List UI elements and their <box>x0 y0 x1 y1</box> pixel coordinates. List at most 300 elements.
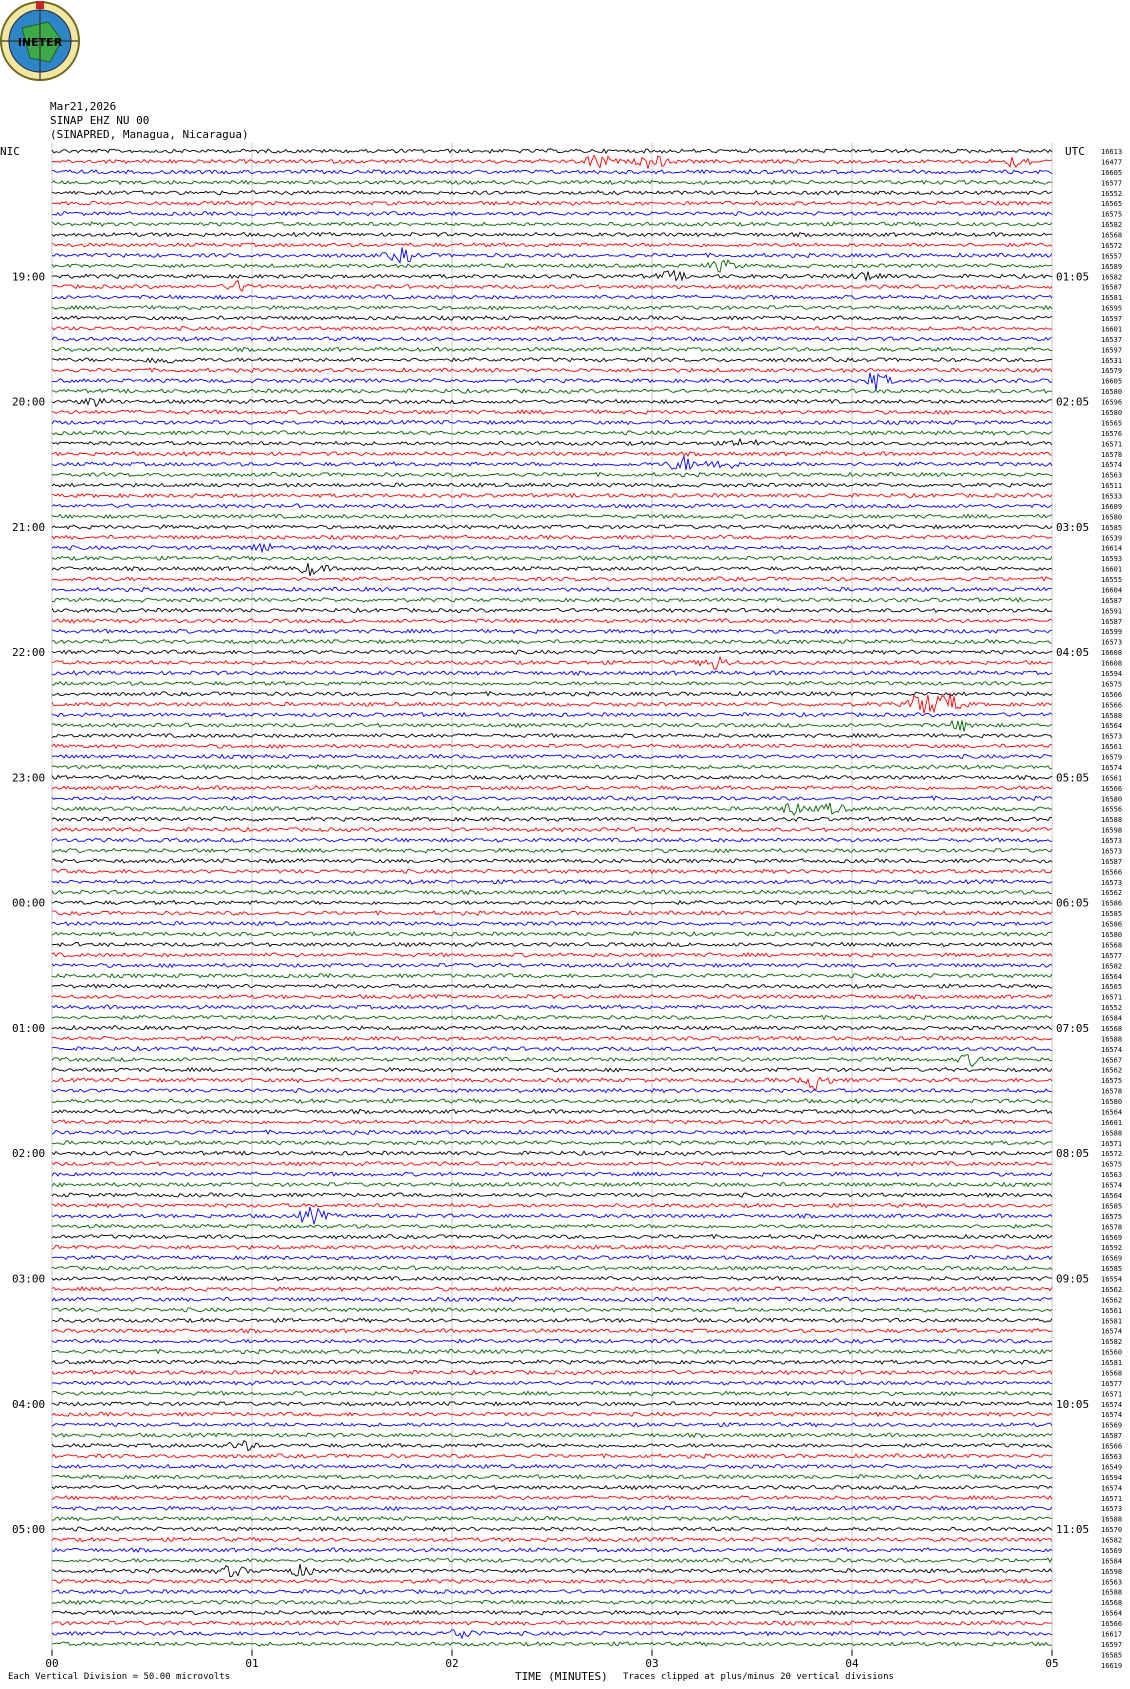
trace-number-label: 16563 <box>1101 1453 1123 1461</box>
trace-line <box>52 306 1052 310</box>
trace-number-label: 16576 <box>1101 429 1123 438</box>
header-date: Mar21,2026 <box>50 100 117 113</box>
trace-line <box>52 243 1052 247</box>
trace-line <box>52 368 1052 372</box>
utc-hour-label: 03:05 <box>1056 520 1090 534</box>
trace-line <box>52 295 1052 299</box>
trace-line <box>52 1203 1052 1207</box>
trace-number-label: 16511 <box>1101 482 1123 491</box>
trace-line <box>52 191 1052 195</box>
trace-number-label: 16598 <box>1101 1567 1123 1576</box>
trace-number-label: 16556 <box>1101 805 1123 814</box>
trace-number-label: 16617 <box>1101 1630 1123 1639</box>
trace-number-label: 16560 <box>1101 1348 1123 1357</box>
trace-line <box>52 587 1052 591</box>
trace-line <box>52 1078 1052 1090</box>
trace-level-labels <box>1101 148 1122 1670</box>
trace-line <box>52 681 1052 685</box>
trace-line <box>52 1207 1052 1225</box>
trace-number-label: 16587 <box>1101 596 1123 605</box>
trace-line <box>52 170 1052 174</box>
trace-line <box>52 271 1052 281</box>
trace-number-label: 16566 <box>1101 868 1123 877</box>
trace-number-label: 16562 <box>1101 889 1123 898</box>
trace-number-label: 16601 <box>1101 1118 1123 1127</box>
trace-number-label: 16566 <box>1101 1620 1123 1629</box>
trace-number-label: 16608 <box>1101 659 1123 668</box>
trace-line <box>52 248 1052 263</box>
trace-line <box>52 911 1052 915</box>
trace-line <box>52 984 1052 988</box>
trace-line <box>52 1036 1052 1040</box>
trace-line <box>52 1266 1052 1270</box>
trace-line <box>52 420 1052 424</box>
trace-number-label: 16566 <box>1101 784 1123 793</box>
trace-number-label: 16552 <box>1101 189 1123 198</box>
x-tick-label: 02 <box>445 1656 459 1670</box>
nic-hour-label: 21:00 <box>12 520 46 534</box>
trace-number-label: 16562 <box>1101 1066 1123 1075</box>
trace-number-label: 16574 <box>1101 461 1123 470</box>
trace-line <box>52 1381 1052 1385</box>
trace-number-label: 16572 <box>1101 241 1123 250</box>
trace-number-label: 16578 <box>1101 1223 1123 1232</box>
trace-number-label: 16582 <box>1101 273 1123 282</box>
trace-number-label: 16593 <box>1101 555 1123 564</box>
trace-line <box>52 629 1052 633</box>
trace-number-label: 16587 <box>1101 617 1123 626</box>
trace-line <box>52 1047 1052 1051</box>
trace-number-label: 16580 <box>1101 795 1123 804</box>
trace-number-label: 16564 <box>1101 1192 1123 1200</box>
trace-line <box>52 1308 1052 1312</box>
trace-number-label: 16597 <box>1101 315 1123 324</box>
trace-line <box>52 608 1052 612</box>
trace-line <box>52 260 1052 272</box>
trace-number-label: 16573 <box>1101 847 1123 856</box>
trace-number-label: 16575 <box>1101 210 1123 219</box>
trace-line <box>52 347 1052 351</box>
trace-line <box>52 410 1052 414</box>
utc-hour-label: 09:05 <box>1056 1272 1090 1286</box>
trace-line <box>52 1141 1052 1145</box>
trace-line <box>52 1151 1052 1155</box>
trace-line <box>52 1564 1052 1576</box>
trace-line <box>52 692 1052 696</box>
x-tick-label: 03 <box>645 1656 659 1670</box>
trace-number-label: 16531 <box>1101 356 1123 365</box>
trace-number-label: 16569 <box>1101 1421 1123 1430</box>
trace-line <box>52 1412 1052 1416</box>
trace-line <box>52 848 1052 852</box>
trace-line <box>52 995 1052 999</box>
trace-line <box>52 1611 1052 1615</box>
trace-number-label: 16594 <box>1101 1473 1123 1482</box>
trace-line <box>52 1256 1052 1260</box>
trace-line <box>52 1109 1052 1113</box>
nic-hour-label: 00:00 <box>12 896 46 910</box>
trace-line <box>52 281 1052 292</box>
trace-number-label: 16592 <box>1101 1244 1123 1253</box>
trace-number-label: 16564 <box>1101 722 1123 731</box>
trace-number-label: 16563 <box>1101 1578 1123 1587</box>
trace-line <box>52 1600 1052 1604</box>
trace-number-label: 16569 <box>1101 1254 1123 1263</box>
trace-line <box>52 1026 1052 1030</box>
trace-number-label: 16586 <box>1101 899 1123 908</box>
trace-line <box>52 1068 1052 1072</box>
trace-line <box>52 1464 1052 1468</box>
trace-line <box>52 337 1052 341</box>
trace-line <box>52 514 1052 518</box>
trace-number-label: 16565 <box>1101 419 1123 428</box>
trace-number-label: 16566 <box>1101 701 1123 710</box>
trace-line <box>52 1579 1052 1583</box>
trace-line <box>52 1120 1052 1124</box>
trace-line <box>52 431 1052 435</box>
trace-number-label: 16580 <box>1101 1098 1123 1107</box>
trace-number-label: 16601 <box>1101 325 1123 334</box>
seismogram-traces <box>52 149 1052 1646</box>
trace-number-label: 16573 <box>1101 1505 1123 1514</box>
trace-number-label: 16577 <box>1101 1379 1123 1388</box>
trace-number-label: 16585 <box>1101 910 1123 919</box>
trace-line <box>52 1182 1052 1186</box>
trace-number-label: 16605 <box>1101 377 1123 386</box>
trace-line <box>52 744 1052 748</box>
trace-line <box>52 1235 1052 1239</box>
utc-hour-label: 11:05 <box>1056 1523 1090 1537</box>
trace-line <box>52 473 1052 477</box>
header-station: SINAP EHZ NU 00 <box>50 114 150 127</box>
trace-number-label: 16597 <box>1101 346 1123 355</box>
trace-number-label: 16574 <box>1101 1181 1123 1190</box>
trace-number-label: 16588 <box>1101 1515 1123 1524</box>
trace-number-label: 16588 <box>1101 1588 1123 1597</box>
trace-number-label: 16573 <box>1101 837 1123 846</box>
trace-number-label: 16608 <box>1101 649 1123 658</box>
trace-line <box>52 1590 1052 1594</box>
trace-number-label: 16587 <box>1101 283 1123 292</box>
trace-line <box>52 1642 1052 1646</box>
nic-hour-label: 22:00 <box>12 646 46 660</box>
trace-line <box>52 563 1052 576</box>
trace-number-label: 16568 <box>1101 1599 1123 1608</box>
trace-number-label: 16597 <box>1101 1640 1123 1649</box>
trace-line <box>52 1245 1052 1249</box>
trace-number-label: 16571 <box>1101 1390 1123 1399</box>
trace-line <box>52 1391 1052 1395</box>
trace-line <box>52 452 1052 456</box>
trace-number-label: 16539 <box>1101 534 1123 543</box>
trace-number-label: 16568 <box>1101 941 1123 950</box>
trace-line <box>52 932 1052 936</box>
trace-number-label: 16580 <box>1101 513 1123 522</box>
trace-line <box>52 439 1052 446</box>
trace-number-label: 16595 <box>1101 304 1123 313</box>
trace-line <box>52 1162 1052 1166</box>
trace-line <box>52 693 1052 714</box>
x-tick-label: 04 <box>845 1656 859 1670</box>
trace-line <box>52 1277 1052 1281</box>
trace-number-label: 16596 <box>1101 398 1123 407</box>
utc-hour-label: 05:05 <box>1056 771 1090 785</box>
trace-line <box>52 1454 1052 1458</box>
trace-line <box>52 326 1052 330</box>
trace-line <box>52 1297 1052 1301</box>
left-hour-labels <box>12 270 45 1536</box>
utc-hour-label: 10:05 <box>1056 1397 1090 1411</box>
trace-line <box>52 316 1052 320</box>
trace-line <box>52 786 1052 790</box>
trace-line <box>52 483 1052 487</box>
trace-line <box>52 817 1052 821</box>
trace-line <box>52 640 1052 644</box>
trace-number-label: 16570 <box>1101 1526 1123 1535</box>
trace-number-label: 16567 <box>1101 1056 1123 1065</box>
trace-number-label: 16537 <box>1101 335 1123 344</box>
nic-hour-label: 05:00 <box>12 1523 46 1537</box>
trace-number-label: 16613 <box>1101 148 1123 156</box>
trace-number-label: 16582 <box>1101 962 1123 971</box>
trace-number-label: 16594 <box>1101 670 1123 678</box>
trace-line <box>52 1339 1052 1343</box>
logo-text: INETER <box>17 36 63 49</box>
nic-hour-label: 02:00 <box>12 1147 46 1161</box>
trace-number-label: 16587 <box>1101 857 1123 866</box>
trace-line <box>52 222 1052 226</box>
trace-line <box>52 1329 1052 1333</box>
trace-line <box>52 535 1052 539</box>
trace-number-label: 16561 <box>1101 743 1123 752</box>
trace-line <box>52 1099 1052 1103</box>
trace-number-label: 16563 <box>1101 471 1123 480</box>
x-tick-label: 01 <box>245 1656 259 1670</box>
right-axis-label: UTC <box>1065 145 1085 158</box>
trace-line <box>52 373 1052 391</box>
trace-line <box>52 963 1052 967</box>
trace-line <box>52 671 1052 675</box>
trace-number-label: 16584 <box>1101 1557 1123 1566</box>
trace-line <box>52 149 1052 153</box>
trace-number-label: 16555 <box>1101 576 1123 585</box>
trace-number-label: 16584 <box>1101 1014 1123 1023</box>
trace-line <box>52 734 1052 738</box>
trace-number-label: 16581 <box>1101 1317 1123 1326</box>
trace-number-label: 16563 <box>1101 1171 1123 1180</box>
trace-number-label: 16574 <box>1101 1400 1123 1409</box>
trace-number-label: 16565 <box>1101 983 1123 992</box>
trace-number-label: 16585 <box>1101 1202 1123 1211</box>
trace-number-label: 16574 <box>1101 1327 1123 1336</box>
trace-line <box>52 598 1052 602</box>
trace-number-label: 16581 <box>1101 1359 1123 1368</box>
trace-line <box>52 713 1052 717</box>
trace-number-label: 16582 <box>1101 221 1123 230</box>
trace-line <box>52 1402 1052 1406</box>
trace-line <box>52 1517 1052 1521</box>
trace-number-label: 16564 <box>1101 972 1123 981</box>
trace-line <box>52 577 1052 581</box>
trace-line <box>52 1475 1052 1479</box>
trace-number-label: 16601 <box>1101 565 1123 574</box>
header-network: (SINAPRED, Managua, Nicaragua) <box>50 128 249 141</box>
utc-hour-label: 06:05 <box>1056 896 1090 910</box>
trace-number-label: 16574 <box>1101 763 1123 772</box>
trace-number-label: 16575 <box>1101 680 1123 689</box>
trace-line <box>52 1537 1052 1541</box>
trace-line <box>52 796 1052 800</box>
trace-line <box>52 456 1052 470</box>
trace-number-label: 16568 <box>1101 1369 1123 1378</box>
trace-line <box>52 1506 1052 1510</box>
trace-line <box>52 754 1052 758</box>
trace-line <box>52 1548 1052 1552</box>
vertical-division-note: Each Vertical Division = 50.00 microvolts <box>8 1672 231 1682</box>
trace-line <box>52 180 1052 184</box>
trace-number-label: 16575 <box>1101 1160 1123 1169</box>
trace-line <box>52 232 1052 236</box>
trace-number-label: 16562 <box>1101 1285 1123 1294</box>
trace-number-label: 16579 <box>1101 367 1123 376</box>
trace-number-label: 16582 <box>1101 1338 1123 1347</box>
trace-number-label: 16568 <box>1101 1024 1123 1033</box>
trace-number-label: 16569 <box>1101 1546 1123 1555</box>
trace-line <box>52 1089 1052 1093</box>
trace-line <box>52 1441 1052 1451</box>
trace-line <box>52 1349 1052 1353</box>
trace-number-label: 16578 <box>1101 450 1123 459</box>
trace-number-label: 16569 <box>1101 1233 1123 1242</box>
trace-line <box>52 974 1052 978</box>
utc-hour-label: 02:05 <box>1056 395 1090 409</box>
trace-number-label: 16580 <box>1101 388 1123 397</box>
x-axis-ticks <box>45 1650 1058 1670</box>
trace-number-label: 16571 <box>1101 993 1123 1002</box>
trace-number-label: 16554 <box>1101 1275 1123 1284</box>
utc-hour-label: 04:05 <box>1056 646 1090 660</box>
trace-line <box>52 1005 1052 1009</box>
trace-line <box>52 1318 1052 1322</box>
ineter-logo <box>0 0 86 86</box>
trace-line <box>52 1433 1052 1437</box>
trace-number-label: 16580 <box>1101 931 1123 939</box>
trace-line <box>52 1360 1052 1364</box>
trace-line <box>52 1287 1052 1291</box>
trace-number-label: 16564 <box>1101 1108 1123 1117</box>
trace-number-label: 16477 <box>1101 158 1123 167</box>
trace-number-label: 16571 <box>1101 1139 1123 1148</box>
trace-line <box>52 358 1052 363</box>
trace-line <box>52 398 1052 406</box>
trace-number-label: 16564 <box>1101 1609 1123 1618</box>
trace-number-label: 16561 <box>1101 774 1123 783</box>
trace-line <box>52 838 1052 842</box>
trace-number-label: 16574 <box>1101 1411 1123 1420</box>
trace-line <box>52 1055 1052 1067</box>
trace-number-label: 16566 <box>1101 1442 1123 1451</box>
trace-line <box>52 1621 1052 1625</box>
trace-line <box>52 619 1052 623</box>
trace-number-label: 16587 <box>1101 1432 1123 1441</box>
trace-number-label: 16571 <box>1101 440 1123 449</box>
trace-line <box>52 155 1052 168</box>
nic-hour-label: 01:00 <box>12 1021 46 1035</box>
trace-number-label: 16549 <box>1101 1463 1123 1472</box>
trace-line <box>52 525 1052 529</box>
trace-line <box>52 201 1052 205</box>
trace-line <box>52 1423 1052 1427</box>
trace-line <box>52 650 1052 654</box>
nic-hour-label: 20:00 <box>12 395 46 409</box>
trace-number-label: 16580 <box>1101 409 1123 417</box>
trace-number-label: 16552 <box>1101 1004 1123 1013</box>
trace-number-label: 16619 <box>1101 1661 1123 1670</box>
trace-line <box>52 901 1052 905</box>
trace-number-label: 16588 <box>1101 816 1123 825</box>
trace-line <box>52 212 1052 216</box>
trace-line <box>52 1527 1052 1531</box>
trace-number-label: 16582 <box>1101 1536 1123 1545</box>
trace-number-label: 16574 <box>1101 1045 1123 1054</box>
trace-line <box>52 765 1052 769</box>
trace-number-label: 16598 <box>1101 826 1123 835</box>
trace-line <box>52 922 1052 926</box>
trace-line <box>52 775 1052 779</box>
trace-number-label: 16585 <box>1101 1265 1123 1274</box>
trace-number-label: 16575 <box>1101 1077 1123 1086</box>
trace-number-label: 16591 <box>1101 607 1123 616</box>
trace-number-label: 16577 <box>1101 179 1123 188</box>
trace-number-label: 16585 <box>1101 1651 1123 1660</box>
trace-line <box>52 1015 1052 1019</box>
trace-number-label: 16572 <box>1101 1150 1123 1159</box>
nic-hour-label: 04:00 <box>12 1397 46 1411</box>
nic-hour-label: 03:00 <box>12 1272 46 1286</box>
clip-note: Traces clipped at plus/minus 20 vertical divisions <box>623 1672 894 1682</box>
trace-number-label: 16566 <box>1101 690 1123 699</box>
trace-line <box>52 544 1052 552</box>
trace-line <box>52 1485 1052 1489</box>
trace-number-label: 16557 <box>1101 252 1123 261</box>
nic-hour-label: 19:00 <box>12 270 46 284</box>
trace-line <box>52 880 1052 884</box>
trace-number-label: 16604 <box>1101 586 1123 595</box>
x-tick-label: 05 <box>1045 1656 1059 1670</box>
trace-line <box>52 828 1052 832</box>
left-axis-label: NIC <box>0 145 20 158</box>
trace-number-label: 16588 <box>1101 1129 1123 1138</box>
trace-line <box>52 389 1052 393</box>
trace-line <box>52 1496 1052 1500</box>
trace-line <box>52 803 1052 815</box>
trace-number-label: 16562 <box>1101 1296 1123 1305</box>
x-axis-title: TIME (MINUTES) <box>515 1670 608 1683</box>
trace-number-label: 16579 <box>1101 753 1123 762</box>
trace-line <box>52 1130 1052 1134</box>
trace-line <box>52 657 1052 669</box>
x-tick-label: 00 <box>45 1656 59 1670</box>
trace-number-label: 16568 <box>1101 231 1123 240</box>
trace-number-label: 16589 <box>1101 262 1123 271</box>
trace-line <box>52 720 1052 731</box>
utc-hour-label: 08:05 <box>1056 1147 1090 1161</box>
trace-number-label: 16573 <box>1101 638 1123 647</box>
trace-line <box>52 1224 1052 1228</box>
trace-number-label: 16614 <box>1101 544 1123 553</box>
trace-line <box>52 556 1052 560</box>
trace-line <box>52 494 1052 498</box>
